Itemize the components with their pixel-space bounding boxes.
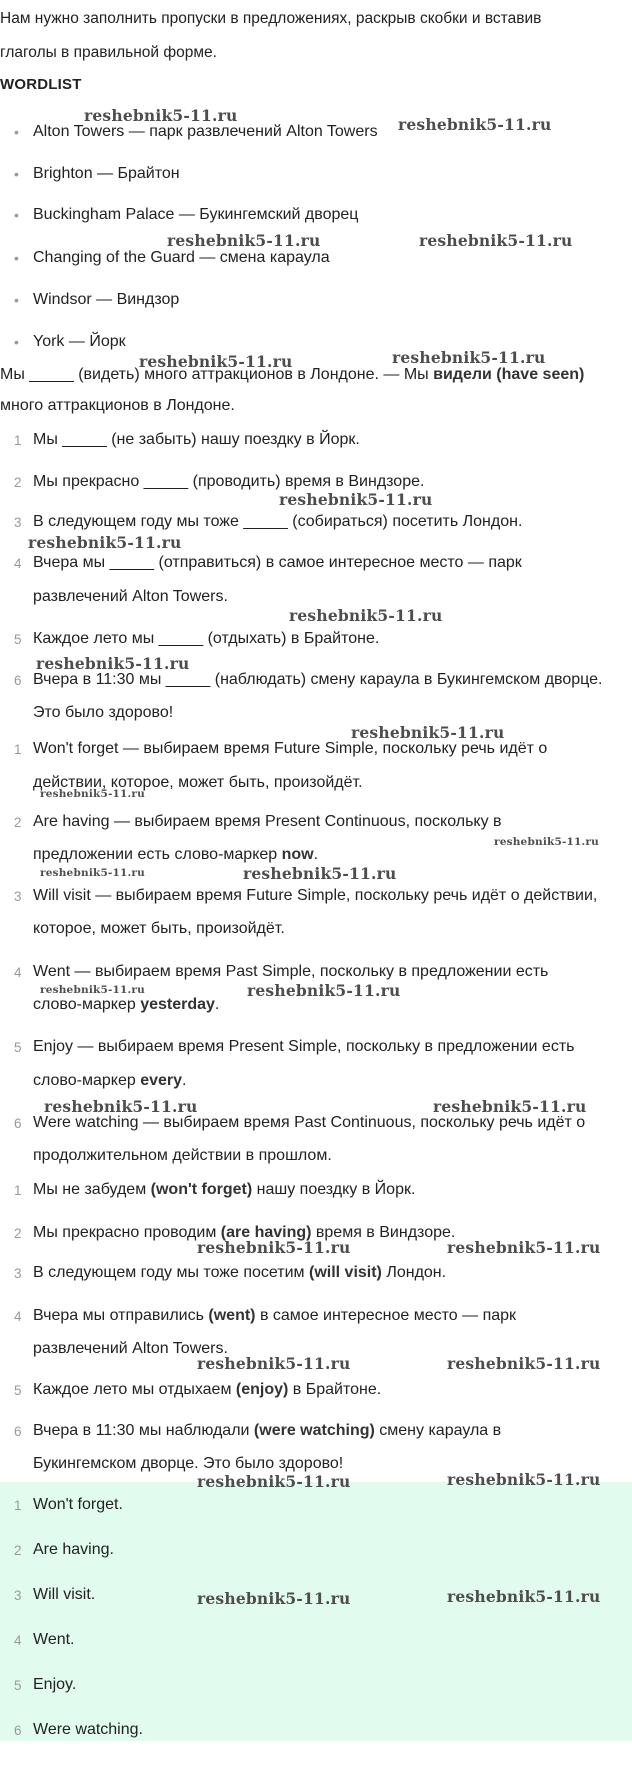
item-number: 2 (14, 1226, 22, 1241)
answer-item: Were watching. (33, 1721, 143, 1738)
watermark: reshebnik5-11.ru (447, 1238, 601, 1257)
bullet: • (14, 207, 19, 223)
wordlist-heading: WORDLIST (0, 76, 82, 93)
wordlist-item: Buckingham Palace — Букингемский дворец (33, 206, 359, 223)
watermark: reshebnik5-11.ru (392, 348, 546, 367)
item-number: 5 (14, 632, 22, 647)
exercise-line: Мы прекрасно _____ (проводить) время в Виндзоре. (33, 473, 425, 490)
item-number: 5 (14, 1040, 22, 1055)
watermark: reshebnik5-11.ru (433, 1097, 587, 1116)
watermark: reshebnik5-11.ru (40, 867, 145, 879)
answer-item: Went. (33, 1631, 75, 1648)
item-number: 3 (14, 1266, 22, 1281)
item-number: 3 (14, 889, 22, 904)
example-line-1: Мы _____ (видеть) много аттракционов в Лондоне. — Мы видели (have seen) (0, 366, 585, 383)
bullet: • (14, 250, 19, 266)
answer-item: Are having. (33, 1541, 114, 1558)
exercise-line: В следующем году мы тоже _____ (собираться) посетить Лондон. (33, 513, 523, 530)
watermark: reshebnik5-11.ru (247, 981, 401, 1000)
explanation-line: Are having — выбираем время Present Continuous, поскольку в (33, 813, 502, 830)
answer-item: Won't forget. (33, 1496, 123, 1513)
exercise-line: Это было здорово! (33, 704, 174, 721)
translation-line: Мы прекрасно проводим (are having) время в Виндзоре. (33, 1224, 456, 1241)
item-number: 3 (14, 1588, 22, 1603)
watermark: reshebnik5-11.ru (44, 1097, 198, 1116)
translation-line: Букингемском дворце. Это было здорово! (33, 1455, 344, 1472)
explanation-line: Won't forget — выбираем время Future Simple, поскольку речь идёт о (33, 740, 548, 757)
exercise-line: развлечений Alton Towers. (33, 588, 228, 605)
watermark: reshebnik5-11.ru (351, 723, 505, 742)
translation-line: В следующем году мы тоже посетим (will visit) Лондон. (33, 1264, 447, 1281)
item-number: 6 (14, 673, 22, 688)
translation-line: Мы не забудем (won't forget) нашу поездку в Йорк. (33, 1181, 416, 1198)
watermark: reshebnik5-11.ru (197, 1472, 351, 1491)
item-number: 6 (14, 1116, 22, 1131)
answers-box (0, 1482, 632, 1741)
watermark: reshebnik5-11.ru (197, 1238, 351, 1257)
explanation-line: Went — выбираем время Past Simple, поскольку в предложении есть (33, 963, 549, 980)
item-number: 4 (14, 1633, 22, 1648)
watermark: reshebnik5-11.ru (494, 836, 599, 848)
intro-line-2: глаголы в правильной форме. (0, 44, 217, 61)
watermark: reshebnik5-11.ru (447, 1587, 601, 1606)
wordlist-item: Alton Towers — парк развлечений Alton Towers (33, 123, 378, 140)
watermark: reshebnik5-11.ru (40, 788, 145, 800)
item-number: 4 (14, 1309, 22, 1324)
item-number: 1 (14, 433, 22, 448)
watermark: reshebnik5-11.ru (447, 1470, 601, 1489)
item-number: 1 (14, 1183, 22, 1198)
translation-line: Вчера мы отправились (went) в самое интересное место — парк (33, 1307, 517, 1324)
item-number: 2 (14, 475, 22, 490)
wordlist-item: Windsor — Виндзор (33, 291, 180, 308)
watermark: reshebnik5-11.ru (279, 490, 433, 509)
bullet: • (14, 334, 19, 350)
exercise-line: Вчера в 11:30 мы _____ (наблюдать) смену караула в Букингемском дворце. (33, 671, 603, 688)
item-number: 1 (14, 1498, 22, 1513)
watermark: reshebnik5-11.ru (28, 533, 182, 552)
watermark: reshebnik5-11.ru (419, 231, 573, 250)
item-number: 4 (14, 965, 22, 980)
wordlist-item: York — Йорк (33, 333, 126, 350)
explanation-line: слово-маркер every. (33, 1072, 187, 1089)
item-number: 5 (14, 1383, 22, 1398)
answer-item: Will visit. (33, 1586, 96, 1603)
item-number: 1 (14, 742, 22, 757)
exercise-line: Каждое лето мы _____ (отдыхать) в Брайтоне. (33, 630, 380, 647)
bullet: • (14, 124, 19, 140)
exercise-line: Вчера мы _____ (отправиться) в самое интересное место — парк (33, 554, 522, 571)
watermark: reshebnik5-11.ru (197, 1354, 351, 1373)
watermark: reshebnik5-11.ru (197, 1589, 351, 1608)
explanation-line: которое, может быть, произойдёт. (33, 920, 285, 937)
bullet: • (14, 166, 19, 182)
item-number: 6 (14, 1723, 22, 1738)
item-number: 6 (14, 1424, 22, 1439)
item-number: 5 (14, 1678, 22, 1693)
watermark: reshebnik5-11.ru (398, 115, 552, 134)
watermark: reshebnik5-11.ru (289, 606, 443, 625)
bullet: • (14, 292, 19, 308)
item-number: 2 (14, 1543, 22, 1558)
item-number: 2 (14, 815, 22, 830)
translation-line: Вчера в 11:30 мы наблюдали (were watching) смену караула в (33, 1422, 502, 1439)
watermark: reshebnik5-11.ru (243, 864, 397, 883)
explanation-line: слово-маркер yesterday. (33, 996, 220, 1013)
wordlist-item: Changing of the Guard — смена караула (33, 249, 330, 266)
explanation-line: Were watching — выбираем время Past Continuous, поскольку речь идёт о (33, 1114, 586, 1131)
explanation-line: действии, которое, может быть, произойдёт. (33, 774, 363, 791)
translation-line: Каждое лето мы отдыхаем (enjoy) в Брайтоне. (33, 1381, 382, 1398)
exercise-line: Мы _____ (не забыть) нашу поездку в Йорк. (33, 431, 360, 448)
explanation-line: продолжительном действии в прошлом. (33, 1147, 332, 1164)
watermark: reshebnik5-11.ru (84, 106, 238, 125)
watermark: reshebnik5-11.ru (40, 984, 145, 996)
watermark: reshebnik5-11.ru (139, 352, 293, 371)
example-line-2: много аттракционов в Лондоне. (0, 397, 235, 414)
explanation-line: Enjoy — выбираем время Present Simple, поскольку в предложении есть (33, 1038, 575, 1055)
wordlist-item: Brighton — Брайтон (33, 165, 180, 182)
watermark: reshebnik5-11.ru (36, 654, 190, 673)
intro-line-1: Нам нужно заполнить пропуски в предложениях, раскрыв скобки и вставив (0, 10, 542, 27)
watermark: reshebnik5-11.ru (447, 1354, 601, 1373)
explanation-line: Will visit — выбираем время Future Simple, поскольку речь идёт о действии, (33, 887, 598, 904)
item-number: 4 (14, 556, 22, 571)
translation-line: развлечений Alton Towers. (33, 1340, 228, 1357)
item-number: 3 (14, 515, 22, 530)
answer-item: Enjoy. (33, 1676, 77, 1693)
watermark: reshebnik5-11.ru (167, 231, 321, 250)
explanation-line: предложении есть слово-маркер now. (33, 846, 319, 863)
